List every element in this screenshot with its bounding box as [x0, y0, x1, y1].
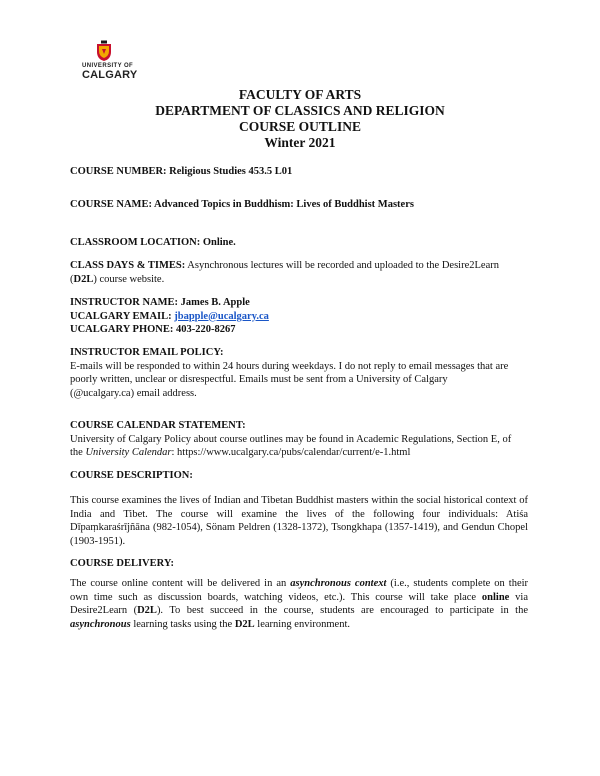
logo-line-calgary: CALGARY: [82, 69, 138, 81]
classroom-location: [70, 236, 530, 250]
email-policy-line-2: poorly written, unclear or disrespectful. Emails must be sent from a University of Calgary: [70, 374, 448, 385]
course-number: [70, 165, 530, 179]
description-heading: COURSE DESCRIPTION:: [70, 470, 193, 481]
delivery-heading: COURSE DELIVERY:: [70, 558, 174, 569]
description-text: This course examines the lives of Indian and Tibetan Buddhist masters within the social historical context of India and Tibet. The course will examine the lives of the following four individuals: Atiśa Dīpaṃkaraśrījñāna (982-1054), Sönam Peldren (1328-1372), Tsongkhapa (1357-1419), and Gendun Chopel (1903-1951).: [70, 495, 528, 547]
course-number-label: COURSE NUMBER:: [70, 166, 167, 177]
logo-line-university: UNIVERSITY OF: [82, 63, 134, 69]
instructor-phone-value: 403-220-8267: [173, 324, 236, 335]
d2l-abbrev: D2L: [73, 273, 94, 285]
instructor-name: [70, 296, 530, 310]
crest-icon: [95, 40, 113, 62]
delivery-part: via Desire2Learn (: [70, 591, 529, 616]
university-logo: [82, 40, 142, 84]
course-name-label: COURSE NAME:: [70, 199, 152, 210]
delivery-text: [70, 577, 528, 631]
asynchronous-context-emphasis: asynchronous context: [290, 578, 387, 589]
faculty-title: FACULTY OF ARTS: [238, 87, 362, 102]
delivery-part: (i.e., students complete on their own time such as discussion boards, watching videos, etc.). This course will take place: [70, 578, 529, 603]
class-days-label: CLASS DAYS & TIMES:: [70, 260, 186, 271]
course-name: [70, 198, 530, 212]
paren-open: (: [70, 273, 74, 285]
instructor-phone-label: UCALGARY PHONE:: [70, 324, 174, 335]
d2l-emphasis: D2L: [234, 618, 255, 630]
d2l-emphasis: D2L: [137, 605, 157, 616]
instructor-email-link[interactable]: jbapple@ucalgary.ca: [174, 310, 269, 322]
email-policy-heading: INSTRUCTOR EMAIL POLICY:: [70, 347, 224, 358]
delivery-part: learning environment.: [254, 618, 351, 630]
calendar-line-2-pre: the: [70, 447, 86, 458]
delivery-part: The course online content will be delivered in an: [70, 578, 291, 589]
department-title: DEPARTMENT OF CLASSICS AND RELIGION: [155, 103, 445, 118]
calendar-line-1: University of Calgary Policy about course outlines may be found in Academic Regulations, Section E, of: [70, 433, 512, 445]
calendar-heading: COURSE CALENDAR STATEMENT:: [70, 420, 246, 431]
delivery-part: ). To best succeed in the course, students are encouraged to participate in the: [156, 605, 528, 616]
course-name-value: Advanced Topics in Buddhism: Lives of Buddhist Masters: [151, 199, 414, 210]
instructor-name-value: James B. Apple: [178, 297, 250, 308]
asynchronous-emphasis: asynchronous: [70, 618, 131, 630]
classroom-label: CLASSROOM LOCATION:: [70, 237, 201, 248]
instructor-email: [70, 310, 530, 324]
university-calendar-title: University Calendar: [85, 447, 172, 458]
class-days-rest: ) course website.: [93, 273, 165, 285]
calendar-line-2: [70, 446, 530, 460]
classroom-value: Online.: [200, 237, 236, 248]
email-policy-line-1: E-mails will be responded to within 24 hours during weekdays. I do not reply to email messages that are: [70, 360, 509, 372]
email-policy-line-3: (@ucalgary.ca) email address.: [70, 387, 197, 399]
instructor-phone: [70, 323, 530, 337]
class-days-text: Asynchronous lectures will be recorded and uploaded to the Desire2Learn: [185, 260, 499, 271]
online-emphasis: online: [481, 591, 510, 603]
outline-title: COURSE OUTLINE: [239, 119, 361, 134]
term-title: Winter 2021: [264, 135, 336, 150]
class-days-line-1: [70, 259, 530, 273]
delivery-part: learning tasks using the: [130, 618, 235, 630]
instructor-email-label: UCALGARY EMAIL:: [70, 310, 172, 322]
instructor-name-label: INSTRUCTOR NAME:: [70, 297, 179, 308]
calendar-url: : https://www.ucalgary.ca/pubs/calendar/current/e-1.html: [171, 447, 411, 458]
class-days-line-2: [70, 273, 530, 287]
course-number-value: Religious Studies 453.5 L01: [166, 166, 293, 177]
